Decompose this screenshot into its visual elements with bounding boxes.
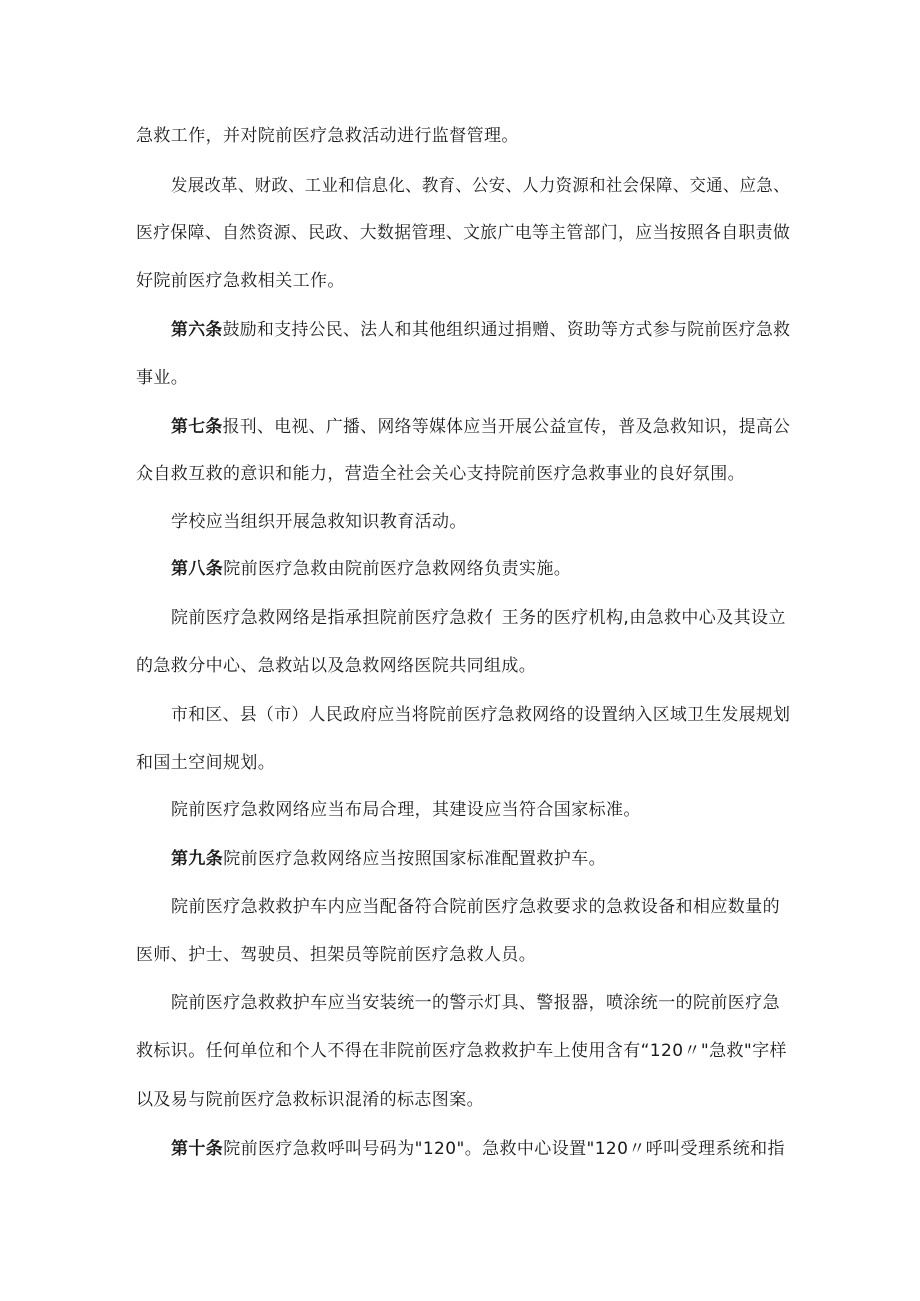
text-line: [136, 751, 275, 775]
line-text: 医师、护士、驾驶员、担架员等院前医疗急救人员。: [136, 945, 537, 965]
paragraph-line: [171, 991, 780, 1015]
article-number: 第九条: [171, 849, 224, 869]
line-text: 以及易与院前医疗急救标识混淆的标志图案。: [136, 1090, 484, 1110]
line-text: 院前医疗急救网络应当布局合理，其建设应当符合国家标准。: [171, 800, 641, 820]
paragraph-line: [171, 174, 790, 198]
article-number: 第十条: [171, 1139, 224, 1159]
line-text: 的急救分中心、急救站以及急救网络医院共同组成。: [136, 656, 537, 676]
line-text: 院前医疗急救网络应当按照国家标准配置救护车。: [223, 849, 607, 869]
line-text: 报刊、电视、广播、网络等媒体应当开展公益宣传，普及急救知识，提高公: [222, 417, 791, 437]
paragraph-line: [171, 606, 786, 630]
line-text: 救标识。任何单位和个人不得在非院前医疗急救救护车上使用含有“120〃"急救"字样: [136, 1041, 787, 1061]
line-text: 院前医疗急救由院前医疗急救网络负责实施。: [223, 559, 572, 579]
text-line: [136, 1039, 787, 1063]
line-text: 鼓励和支持公民、法人和其他组织通过捐赠、资助等方式参与院前医疗急救: [222, 320, 791, 340]
paragraph-line: [171, 703, 790, 727]
line-text: 好院前医疗急救相关工作。: [136, 271, 345, 291]
article-line: [171, 318, 790, 342]
line-text: 发展改革、财政、工业和信息化、教育、公安、人力资源和社会保障、交通、应急、: [171, 176, 790, 196]
article-line: [171, 847, 606, 871]
article-line: [171, 415, 790, 439]
article-number: 第六条: [171, 320, 223, 340]
paragraph-line: [171, 798, 641, 822]
line-text: 和国土空间规划。: [136, 753, 276, 773]
text-line: [136, 462, 745, 486]
text-line: [136, 366, 188, 390]
text-line: [136, 221, 790, 245]
line-text: 院前医疗急救救护车应当安装统一的警示灯具、警报器，喷涂统一的院前医疗急: [171, 993, 780, 1013]
article-number: 第八条: [171, 559, 224, 579]
text-line: [136, 1088, 484, 1112]
line-text: 急救工作，并对院前医疗急救活动进行监督管理。: [136, 126, 519, 146]
line-text: 医疗保障、自然资源、民政、大数据管理、文旅广电等主管部门，应当按照各自职责做: [136, 223, 791, 243]
line-text: 院前医疗急救网络是指承担院前医疗急救亻王务的医疗机构,由急救中心及其设立: [171, 608, 786, 628]
line-text: 众自救互救的意识和能力，营造全社会关心支持院前医疗急救事业的良好氛围。: [136, 464, 745, 484]
text-line: [136, 654, 536, 678]
line-text: 院前医疗急救呼叫号码为"120"。急救中心设置"120〃呼叫受理系统和指: [223, 1139, 785, 1159]
paragraph-line: [171, 895, 780, 919]
text-line: [136, 124, 519, 148]
line-text: 事业。: [136, 368, 189, 388]
article-number: 第七条: [171, 417, 223, 437]
paragraph-line: [171, 510, 467, 534]
article-line: [171, 557, 571, 581]
line-text: 市和区、县（市）人民政府应当将院前医疗急救网络的设置纳入区域卫生发展规划: [171, 705, 791, 725]
line-text: 院前医疗急救救护车内应当配备符合院前医疗急救要求的急救设备和相应数量的: [171, 897, 780, 917]
article-line: [171, 1137, 785, 1161]
text-line: [136, 943, 536, 967]
text-line: [136, 269, 345, 293]
line-text: 学校应当组织开展急救知识教育活动。: [171, 512, 467, 532]
